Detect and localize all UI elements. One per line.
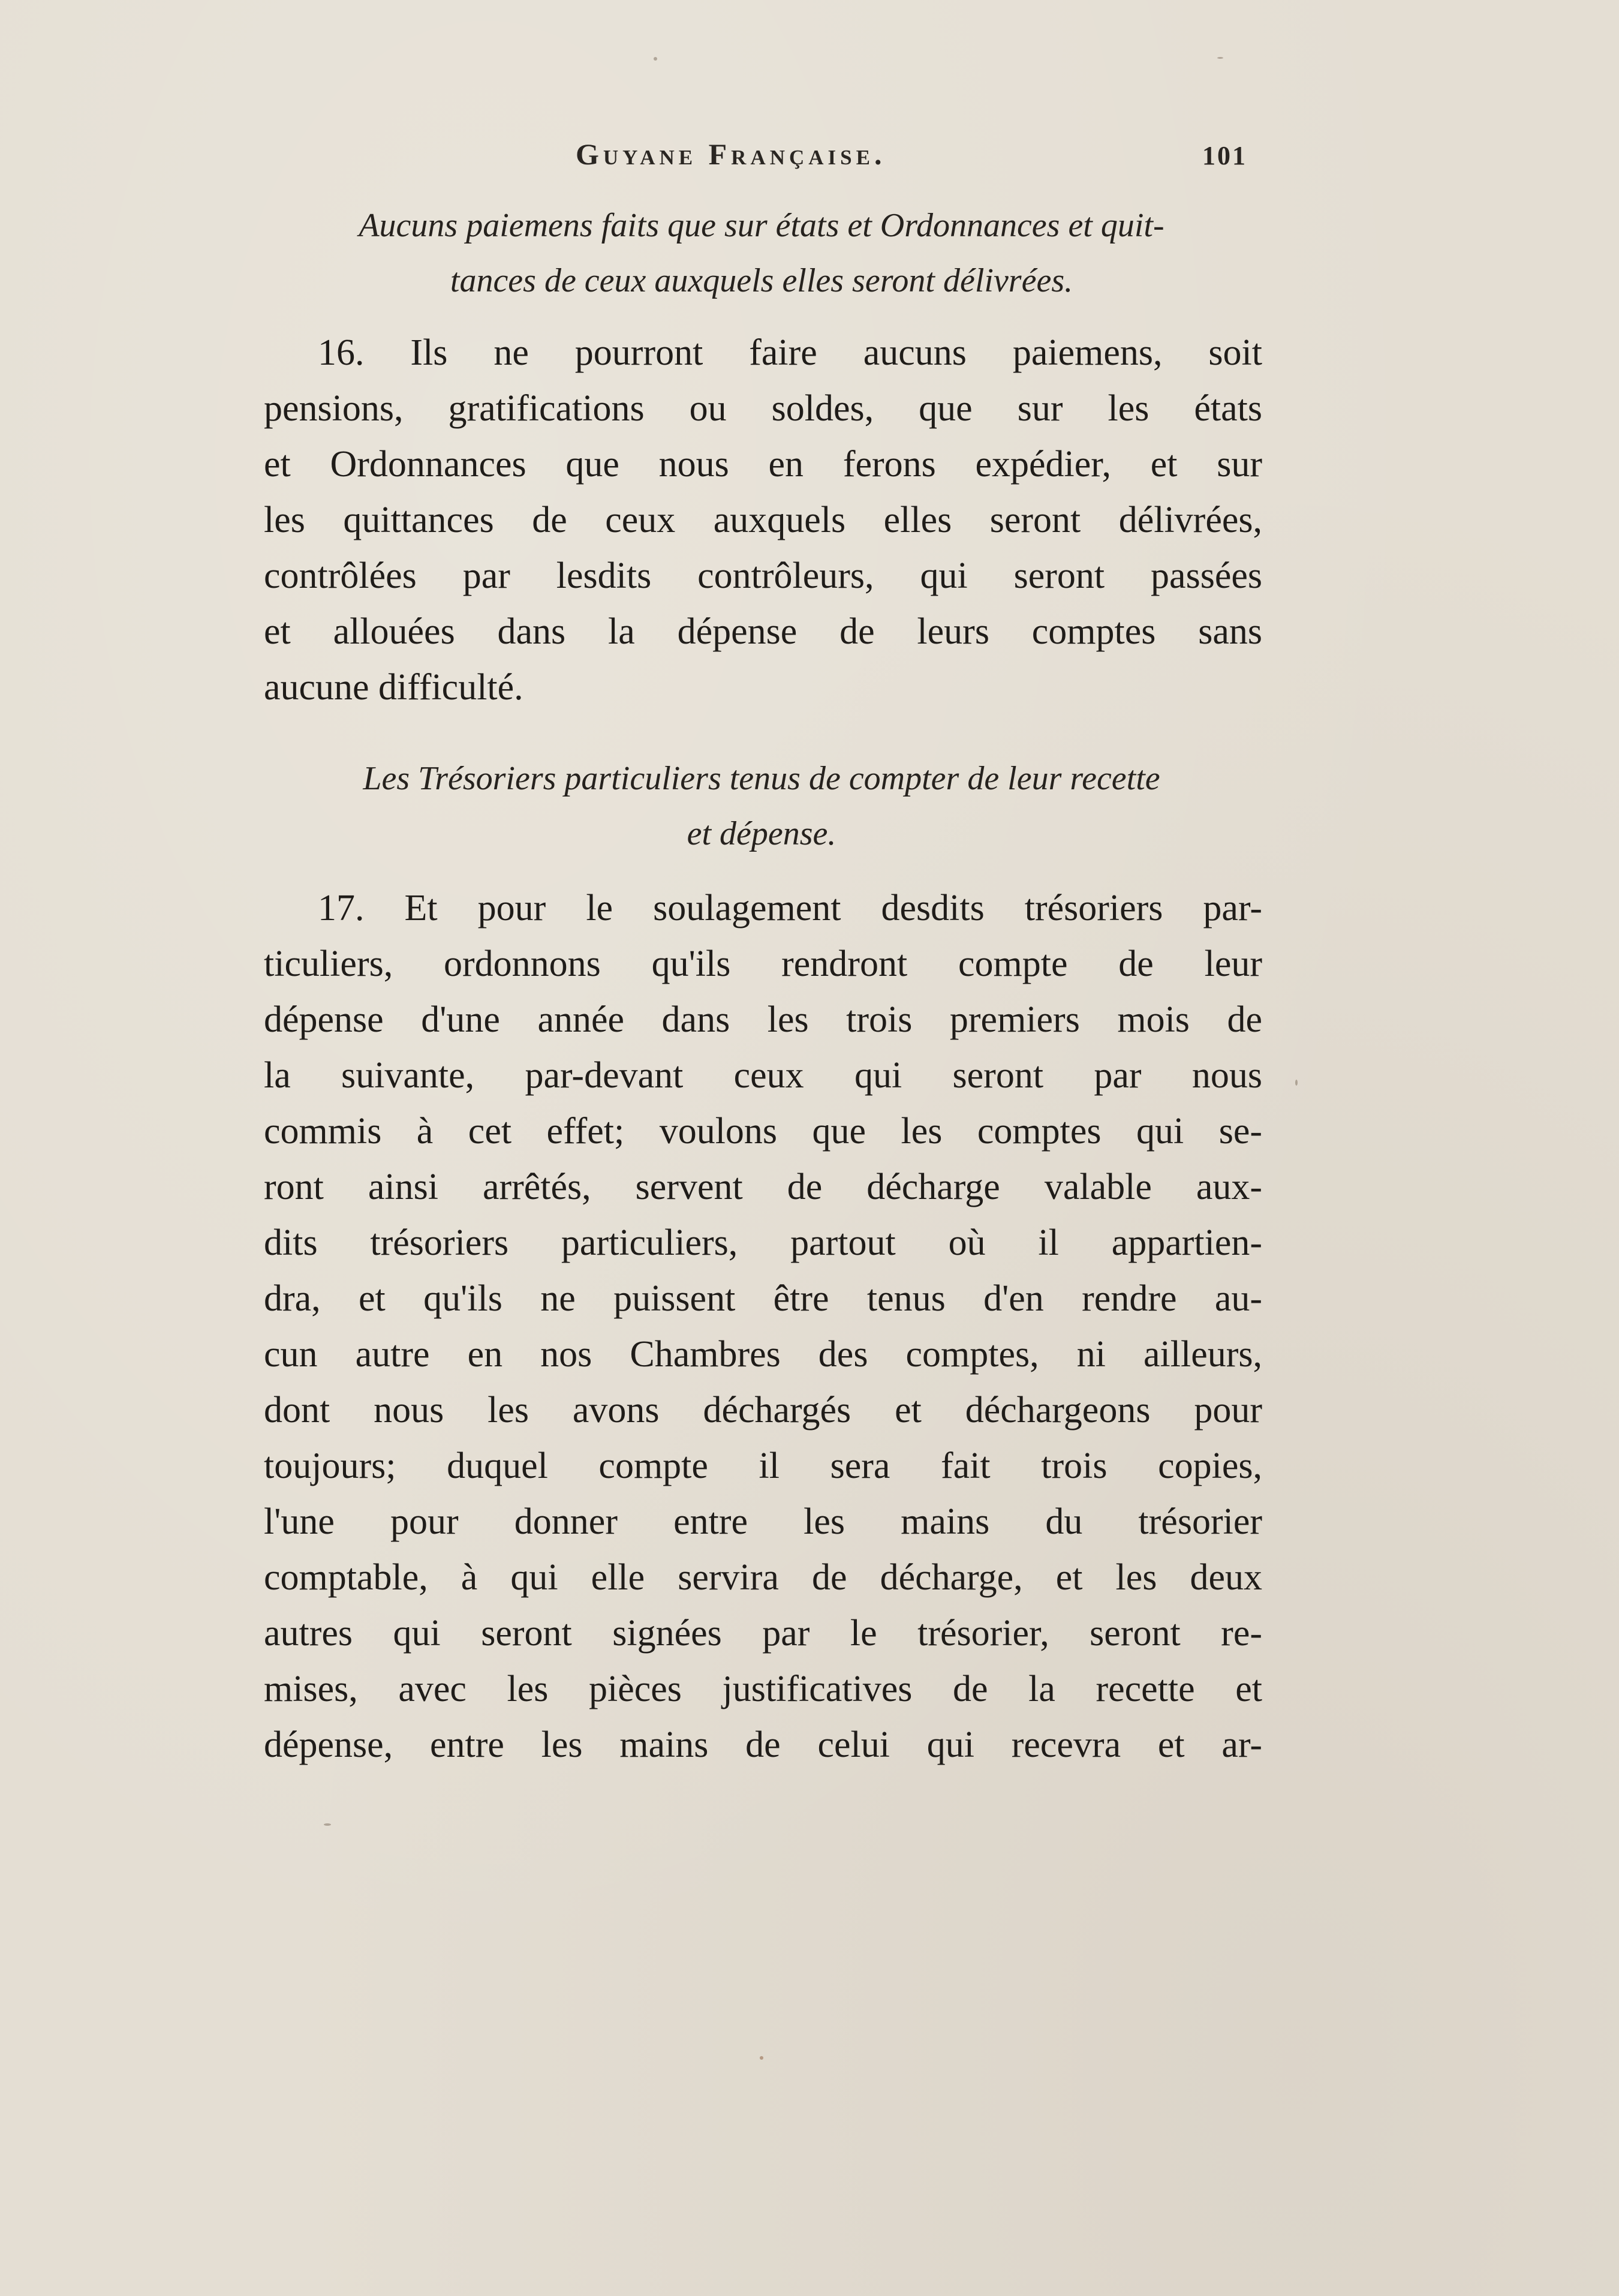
paragraph-line: mises, avec les pièces justificatives de la recette et	[264, 1669, 1262, 1709]
paragraph-line: et allouées dans la dépense de leurs comptes sans	[264, 611, 1262, 652]
paragraph-line: commis à cet effet; voulons que les comptes qui se-	[264, 1111, 1262, 1152]
paper-speck	[324, 1823, 331, 1826]
paper-speck	[654, 57, 657, 61]
paragraph-line: pensions, gratifications ou soldes, que sur les états	[264, 388, 1262, 429]
paragraph-line: 16. Ils ne pourront faire aucuns paiemens, soit	[318, 332, 1262, 373]
paragraph-line: autres qui seront signées par le trésorier, seront re-	[264, 1613, 1262, 1654]
paragraph-line: toujours; duquel compte il sera fait trois copies,	[264, 1445, 1262, 1486]
sidenote-line: Les Trésoriers particuliers tenus de compter de leur recette	[363, 760, 1160, 797]
paper-speck	[1217, 57, 1223, 59]
paragraph-line: dépense d'une année dans les trois premiers mois de	[264, 999, 1262, 1040]
paragraph-line: dra, et qu'ils ne puissent être tenus d'en rendre au-	[264, 1278, 1262, 1319]
running-head	[576, 137, 1247, 185]
paragraph-line: dont nous les avons déchargés et déchargeons pour	[264, 1390, 1262, 1431]
paragraph-line: cun autre en nos Chambres des comptes, ni ailleurs,	[264, 1334, 1262, 1375]
paragraph-line: dits trésoriers particuliers, partout où il appartien-	[264, 1222, 1262, 1263]
paragraph-line: comptable, à qui elle servira de décharge, et les deux	[264, 1557, 1262, 1598]
article-17	[264, 880, 1262, 1773]
article-16	[264, 325, 1262, 716]
paragraph-line: ront ainsi arrêtés, servent de décharge valable aux-	[264, 1167, 1262, 1207]
running-title: Guyane Française.	[576, 137, 886, 171]
paragraph-line: dépense, entre les mains de celui qui recevra et ar-	[264, 1724, 1262, 1765]
paragraph-line: et Ordonnances que nous en ferons expédier, et sur	[264, 444, 1262, 485]
sidenote-treasurers	[258, 751, 1265, 861]
sidenote-line: Aucuns paiemens faits que sur états et Ordonnances et quit-	[359, 207, 1164, 244]
paragraph-line: l'une pour donner entre les mains du trésorier	[264, 1501, 1262, 1542]
paragraph-line: la suivante, par-devant ceux qui seront par nous	[264, 1055, 1262, 1096]
paragraph-line: contrôlées par lesdits contrôleurs, qui seront passées	[264, 555, 1262, 596]
sidenote-line: tances de ceux auxquels elles seront délivrées.	[450, 262, 1073, 299]
page-number: 101	[1202, 141, 1247, 170]
paper-speck	[1295, 1080, 1298, 1086]
paragraph-line: aucune difficulté.	[264, 667, 523, 708]
sidenote-payments	[258, 198, 1265, 308]
paragraph-line: 17. Et pour le soulagement desdits trésoriers par-	[318, 888, 1262, 928]
paragraph-line: ticuliers, ordonnons qu'ils rendront compte de leur	[264, 943, 1262, 984]
paragraph-line: les quittances de ceux auxquels elles seront délivrées,	[264, 500, 1262, 540]
sidenote-line: et dépense.	[687, 815, 836, 852]
paper-speck	[760, 2056, 763, 2060]
